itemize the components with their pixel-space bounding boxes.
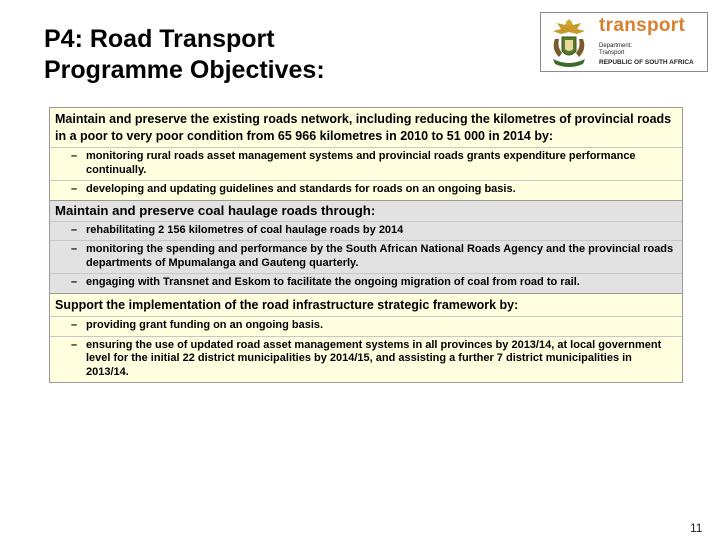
logo-dept-line-1: Department: [599, 43, 633, 49]
objective-bullet [50, 240, 682, 273]
bullet-dash: – [71, 223, 78, 236]
objective-bullet [50, 316, 682, 336]
bullet-dash: – [71, 319, 78, 331]
bullet-dash: – [71, 150, 78, 162]
logo-country: REPUBLIC OF SOUTH AFRICA [599, 59, 694, 66]
objective-bullet [50, 221, 682, 241]
objective-section [50, 108, 682, 200]
bullet-text: engaging with Transnet and Eskom to facilitate the ongoing migration of coal from road to rail. [86, 276, 580, 288]
coat-of-arms-icon [543, 15, 595, 69]
bullet-text: ensuring the use of updated road asset management systems in all provinces by 2013/14, at local government level for the initial 22 district municipalities by 2014/15, and assisting a further 7 district municipalities in 2013/14. [86, 338, 662, 378]
objectives-box [49, 107, 683, 383]
objective-heading: Support the implementation of the road infrastructure strategic framework by: [55, 297, 519, 312]
objective-bullet [50, 336, 682, 383]
objective-heading: Maintain and preserve coal haulage roads through: [55, 202, 376, 218]
logo-dept-line-2: Transport [599, 50, 625, 56]
title-line-1: P4: Road Transport [44, 25, 275, 53]
objective-section [50, 293, 682, 383]
page-title [44, 24, 325, 86]
bullet-text: providing grant funding on an ongoing basis. [86, 319, 324, 331]
department-logo [540, 12, 708, 72]
bullet-dash: – [71, 276, 78, 288]
bullet-text: monitoring the spending and performance by the South African National Roads Agency and the provincial roads departments of Mpumalanga and Gauteng quarterly. [86, 243, 674, 269]
logo-department [599, 43, 632, 57]
logo-brand-text: transport [599, 15, 686, 36]
objective-heading: Maintain and preserve the existing roads network, including reducing the kilometres of provincial roads in a poor to very poor condition from 65 966 kilometres in 2010 to 51 000 in 2014 by: [55, 112, 672, 143]
objective-bullet [50, 180, 682, 200]
bullet-text: monitoring rural roads asset management systems and provincial roads grants expenditure performance continually. [86, 150, 636, 176]
title-line-2: Programme Objectives: [44, 56, 325, 84]
bullet-text: developing and updating guidelines and standards for roads on an ongoing basis. [86, 183, 516, 195]
bullet-dash: – [71, 183, 78, 195]
bullet-dash: – [71, 243, 78, 255]
bullet-dash: – [71, 338, 78, 351]
objective-section [50, 200, 682, 293]
objective-bullet [50, 273, 682, 293]
bullet-text: rehabilitating 2 156 kilometres of coal haulage roads by 2014 [86, 223, 404, 236]
page-number: 11 [690, 521, 703, 535]
objective-bullet [50, 147, 682, 180]
